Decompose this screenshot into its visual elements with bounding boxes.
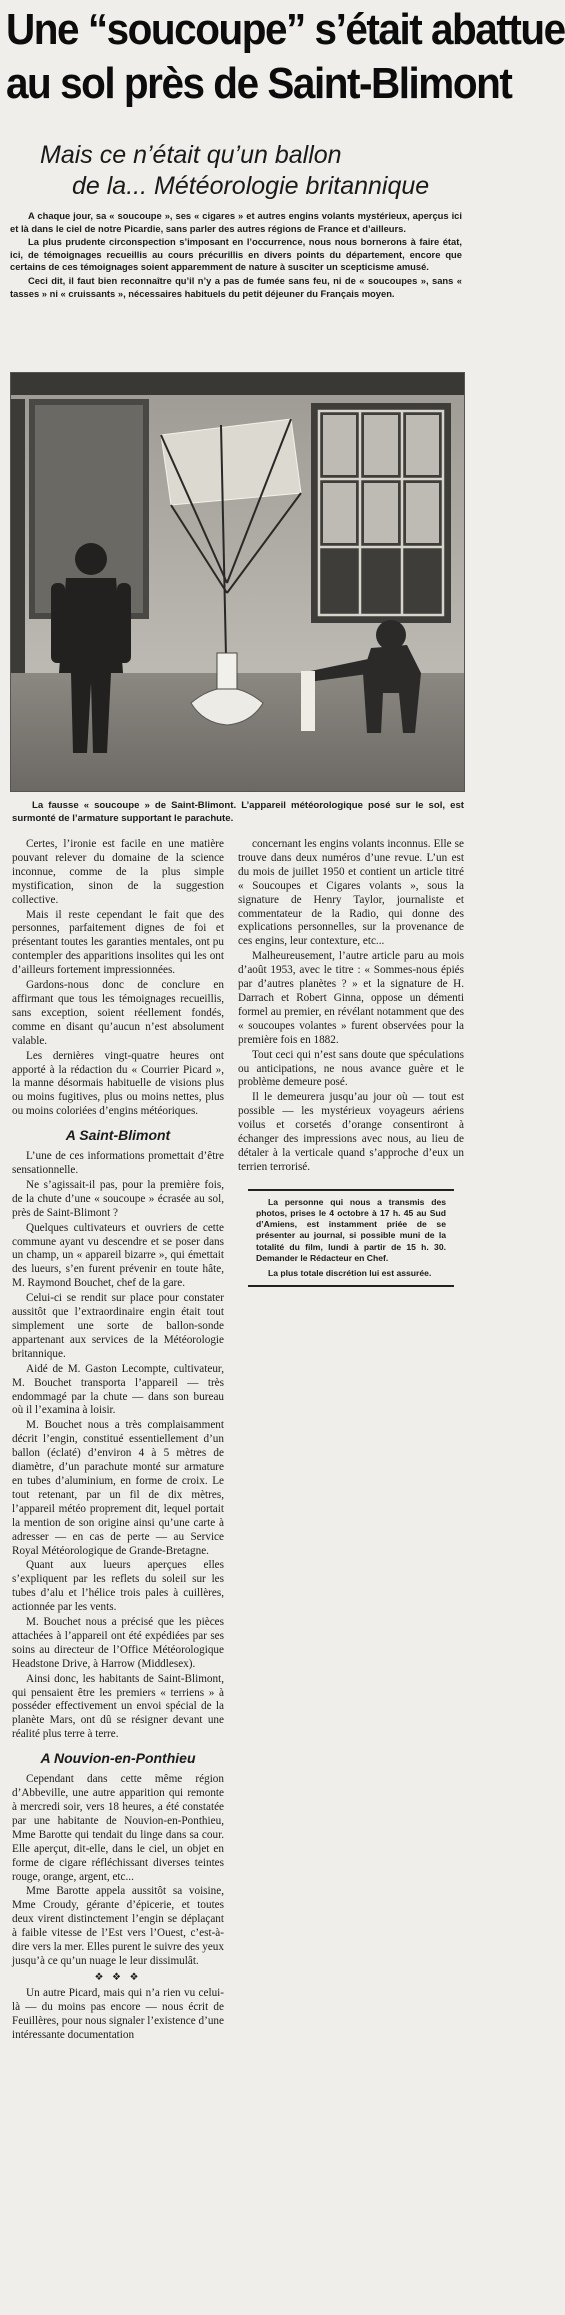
intro-paragraph: A chaque jour, sa « soucoupe », ses « cigares » et autres engins volants mystérieux, aperçus ici et là dans le ciel de notre Picardie, sans parler des autres régions de France et d’ailleurs. — [10, 210, 462, 234]
news-photo — [10, 372, 465, 792]
article-paragraph: Certes, l’ironie est facile en une matière pouvant relever du domaine de la science inconnue, comme de la plus simple mystification, sinon de la suggestion collective. — [12, 838, 224, 906]
article-paragraph: Mais il reste cependant le fait que des personnes, parfaitement dignes de foi et présentant toutes les garanties mentales, ont pu contempler des apparitions insolites qui les ont d’ailleurs fortement impressionnées. — [12, 908, 224, 977]
section-separator: ❖ ❖ ❖ — [94, 1971, 142, 1983]
editor-notice-box — [248, 1189, 454, 1287]
article-paragraph: Ne s’agissait-il pas, pour la première fois, de la chute d’une « soucoupe » écrasée au sol, près de Saint-Blimont ? — [12, 1178, 224, 1219]
right-column — [238, 838, 464, 1287]
article-paragraph: Les dernières vingt-quatre heures ont apporté à la rédaction du « Courrier Picard », la manne désormais habituelle de visions plus ou moins fugitives, plus ou moins nettes, plus ou moins coloriées d’engins météoriques. — [12, 1049, 224, 1118]
intro-paragraph: Ceci dit, il faut bien reconnaître qu’il n’y a pas de fumée sans feu, ni de « soucoupes », sans « tasses » ni « cruissants », nécessaires habituels du petit déjeuner du Français moyen. — [10, 274, 462, 299]
notice-paragraph: La personne qui nous a transmis des photos, prises le 4 octobre à 17 h. 45 au Sud d’Amiens, est instamment priée de se présenter au journal, si possible muni de la totalité du film, lundi à partir de 15 h. 30. Demander le Rédacteur en Chef. — [256, 1196, 446, 1263]
photo-caption: La fausse « soucoupe » de Saint-Blimont. L’appareil météorologique posé sur le sol, est surmonté de l’armature supportant le parachute. — [12, 800, 464, 824]
intro-paragraph: La plus prudente circonspection s’imposant en l’occurrence, nous nous bornerons à faire état, ici, de témoignages recueillis au cours précurillis en divers points du département, encore que certains de ces témoignages soient apparemment de nature à susciter un scepticisme amusé. — [10, 236, 462, 273]
section-heading: A Nouvion-en-Ponthieu — [40, 1750, 196, 1767]
article-paragraph: Celui-ci se rendit sur place pour constater aussitôt que l’extraordinaire engin était tout simplement une sorte de ballon-sonde appartenant aux services de la Météorologie britannique. — [12, 1292, 224, 1360]
subheadline — [40, 140, 460, 202]
article-paragraph: Mme Barotte appela aussitôt sa voisine, Mme Croudy, gérante d’épicerie, et toutes deux virent distinctement l’engin se déplaçant à faible vitesse de l’Est vers l’Ouest, c’est-à-dire vers la mer. Elles purent le suivre des yeux jusqu’à ce qu’un nuage le leur dissimulât. — [12, 1885, 224, 1967]
article-paragraph: M. Bouchet nous a très complaisamment décrit l’engin, constitué essentiellement d’un ballon (éclaté) d’environ 4 à 5 mètres de diamètre, d’un parachute monté sur armature en tubes d’aluminium, en forme de croix. Le tout retenant, par un fil de dix mètres, l’appareil météo proprement dit, lequel portait la mention de son origine ainsi qu’une carte à adresser — en cas de perte — au Service Royal Météorologique de Grande-Bretagne. — [12, 1419, 224, 1557]
article-paragraph: L’une de ces informations promettait d’être sensationnelle. — [12, 1150, 224, 1177]
photo-illustration — [11, 373, 464, 791]
article-paragraph: Cependant dans cette même région d’Abbeville, une autre apparition qui remonte à mercredi soir, vers 18 heures, a été constatée par une habitante de Nouvion-en-Ponthieu, Mme Barotte qui tendait du linge dans sa cour. Elle aperçut, dit-elle, dans le ciel, un objet en forme de cigare réfléchissant diverses teintes rouge, orange, argent, etc... — [12, 1773, 224, 1883]
intro-paragraphs — [10, 210, 462, 300]
headline-line-2: au sol près de Saint-Blimont — [6, 59, 512, 108]
article-paragraph: Il le demeurera jusqu’au jour où — tout est possible — les mystérieux voyageurs aériens voilus et corsetés d’orange consentiront à échanger des impressions avec nous, au lieu de détaler à la verticale quand s’approche d’eux un terrien terrorisé. — [238, 1091, 464, 1173]
article-paragraph: M. Bouchet nous a précisé que les pièces attachées à l’appareil ont été expédiées par ses soins au directeur de l’Office Météorologique Headstone Drive, à Harrow (Middlesex). — [12, 1616, 224, 1670]
article-paragraph: Ainsi donc, les habitants de Saint-Blimont, qui pensaient être les premiers « terriens » à posséder effectivement un envoi spécial de la planète Mars, ont dû se résigner devant une réalité plus terre à terre. — [12, 1672, 224, 1741]
article-paragraph: concernant les engins volants inconnus. Elle se trouve dans deux numéros d’une revue. L’un est du mois de juillet 1950 et contient un article titré « Soucoupes et Cigares volants », sous la signature de Henry Taylor, journaliste et commentateur de la Radio, qui donne des explications personnelles, sur la provenance de ces engins, leur contexture, etc... — [238, 838, 464, 948]
article-paragraph: Gardons-nous donc de conclure en affirmant que tous les témoignages recueillis, sans exception, soient réellement fondés, comme en disant qu’aucun n’est absolument valable. — [12, 979, 224, 1047]
article-paragraph: Quelques cultivateurs et ouvriers de cette commune ayant vu descendre et se poser dans un champ, un « appareil bizarre », qui émettait des lueurs, s’en furent prévenir en toute hâte, M. Raymond Bouchet, chef de la gare. — [12, 1221, 224, 1290]
headline-line-1: Une “soucoupe” s’était abattue — [6, 5, 565, 54]
left-column — [12, 838, 224, 2043]
notice-paragraph: La plus totale discrétion lui est assurée. — [268, 1267, 432, 1278]
article-paragraph: Un autre Picard, mais qui n’a rien vu celui-là — du moins pas encore — nous écrit de Feuillères, pour nous signaler l’existence d’une intéressante documentation — [12, 1986, 224, 2041]
article-paragraph: Tout ceci qui n’est sans doute que spéculations ou anticipations, ne nous avance guère et le problème demeure posé. — [238, 1048, 464, 1089]
subheadline-line-2: de la... Météorologie britannique — [72, 172, 430, 200]
article-paragraph: Aidé de M. Gaston Lecompte, cultivateur, M. Bouchet transporta l’appareil — très endommagé par la chute — dans son bureau où il l’examina à loisir. — [12, 1362, 224, 1417]
section-heading: A Saint-Blimont — [65, 1127, 171, 1144]
right-column-text — [238, 838, 464, 1175]
article-paragraph: Quant aux lueurs aperçues elles s’expliquent par les reflets du soleil sur les tubes d’alu et l’hélice trois pales à cuillères, actionnée par les vents. — [12, 1559, 224, 1614]
subheadline-line-1: Mais ce n’était qu’un ballon — [40, 141, 342, 169]
article-paragraph: Malheureusement, l’autre article paru au mois d’août 1953, avec le titre : « Sommes-nous épiés par d’autres planètes ? » et la signature de H. Darrach et Robert Ginna, oppose un démenti formel au premier, en révélant notamment que des « soucoupes volantes » furent observées pour la première fois en 1882. — [238, 950, 464, 1046]
